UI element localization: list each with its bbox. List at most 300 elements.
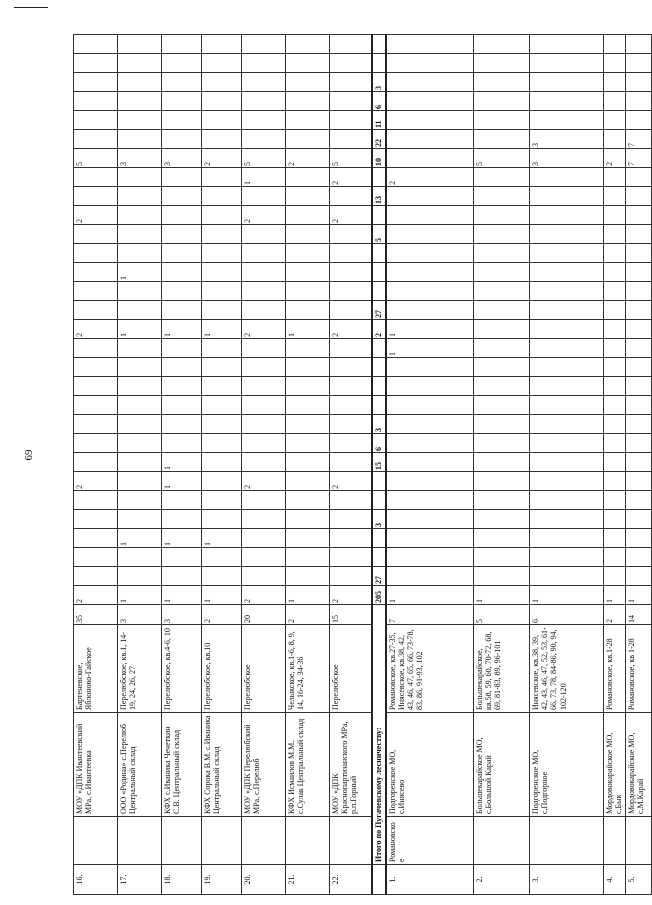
value-cell xyxy=(604,187,626,206)
district-cell xyxy=(202,817,242,865)
table-row xyxy=(118,35,162,895)
value-cell xyxy=(202,434,242,453)
value-cell xyxy=(242,130,286,149)
district-cell xyxy=(626,817,652,865)
value-cell xyxy=(242,35,286,54)
value-cell: 2 xyxy=(330,206,372,225)
value-cell xyxy=(626,377,652,396)
value-cell xyxy=(372,206,386,225)
value-cell xyxy=(474,396,530,415)
value-cell xyxy=(386,244,474,263)
value-cell xyxy=(386,206,474,225)
value-cell: 1 xyxy=(118,586,162,605)
value-cell: 205 xyxy=(372,586,386,605)
value-cell xyxy=(286,377,330,396)
value-cell xyxy=(386,54,474,73)
value-cell xyxy=(74,510,118,529)
value-cell xyxy=(286,130,330,149)
value-cell xyxy=(202,168,242,187)
value-cell xyxy=(202,415,242,434)
value-cell xyxy=(162,434,202,453)
value-cell xyxy=(372,282,386,301)
value-cell xyxy=(474,453,530,472)
value-cell: 3 xyxy=(372,415,386,434)
value-cell xyxy=(74,187,118,206)
value-cell xyxy=(386,282,474,301)
zone-cell: Перелюбское, кв.10 xyxy=(202,625,242,713)
value-cell xyxy=(530,510,604,529)
value-cell: 2 xyxy=(386,168,474,187)
value-cell xyxy=(118,358,162,377)
value-cell xyxy=(330,244,372,263)
value-cell xyxy=(118,187,162,206)
value-cell xyxy=(202,263,242,282)
value-cell xyxy=(286,263,330,282)
row-number-cell: 16. xyxy=(74,865,118,895)
value-cell xyxy=(202,35,242,54)
value-cell xyxy=(118,206,162,225)
value-cell xyxy=(372,244,386,263)
value-cell: 5 xyxy=(372,225,386,244)
value-cell xyxy=(386,35,474,54)
organization-cell: КФХ с.Иваника Чечеткин С.В. Центральный склад xyxy=(162,713,202,817)
value-cell: 11 xyxy=(372,111,386,130)
value-cell xyxy=(330,510,372,529)
zone-cell: Бартеневское, Яблоново-Гайское xyxy=(74,625,118,713)
value-cell: 1 xyxy=(242,168,286,187)
value-cell xyxy=(162,491,202,510)
value-cell xyxy=(242,339,286,358)
value-cell xyxy=(286,206,330,225)
value-cell xyxy=(330,35,372,54)
value-cell: 2 xyxy=(74,472,118,491)
value-cell xyxy=(242,225,286,244)
value-cell xyxy=(74,377,118,396)
value-cell: 1 xyxy=(604,586,626,605)
value-cell xyxy=(530,377,604,396)
value-cell: 1 xyxy=(474,586,530,605)
value-cell xyxy=(330,491,372,510)
table-body xyxy=(74,35,652,895)
value-cell xyxy=(604,339,626,358)
zone-cell: Челыкское, кв.1-6, 8, 9, 14, 16-24, 34-36 xyxy=(286,625,330,713)
value-cell xyxy=(118,567,162,586)
value-cell: 1 xyxy=(162,320,202,339)
value-cell: 7 xyxy=(626,130,652,149)
value-cell xyxy=(202,225,242,244)
value-cell xyxy=(286,510,330,529)
district-cell xyxy=(530,817,604,865)
value-cell xyxy=(330,415,372,434)
value-cell xyxy=(74,168,118,187)
value-cell xyxy=(330,263,372,282)
value-cell: 2 xyxy=(330,586,372,605)
value-cell: 1 xyxy=(162,453,202,472)
district-cell xyxy=(474,817,530,865)
value-cell xyxy=(386,415,474,434)
value-cell: 1 xyxy=(386,339,474,358)
value-cell xyxy=(372,396,386,415)
value-cell xyxy=(604,35,626,54)
value-cell xyxy=(604,377,626,396)
value-cell xyxy=(474,358,530,377)
value-cell xyxy=(530,320,604,339)
value-cell: 1 xyxy=(118,263,162,282)
rotated-page xyxy=(73,37,646,895)
value-cell xyxy=(474,225,530,244)
value-cell xyxy=(372,377,386,396)
value-cell xyxy=(286,339,330,358)
value-cell: 3 xyxy=(162,149,202,168)
row-number-cell xyxy=(372,865,386,895)
value-cell xyxy=(474,377,530,396)
table-row xyxy=(386,35,474,895)
organization-cell: Большекарайское МО, с.Большой Карай xyxy=(474,713,530,817)
value-cell xyxy=(626,35,652,54)
zone-cell: Перелюбское xyxy=(242,625,286,713)
value-cell xyxy=(286,73,330,92)
value-cell xyxy=(604,244,626,263)
organization-cell: ООО «Родина» с.Перелюб Центральный склад xyxy=(118,713,162,817)
organization-cell: МОУ «ДПК Перелюбский МРа, с.Перелюб xyxy=(242,713,286,817)
value-cell xyxy=(530,206,604,225)
value-cell xyxy=(530,187,604,206)
value-cell xyxy=(372,491,386,510)
value-cell: 1 xyxy=(202,529,242,548)
value-cell xyxy=(242,111,286,130)
value-cell xyxy=(474,282,530,301)
value-cell xyxy=(530,339,604,358)
value-cell xyxy=(118,54,162,73)
value-cell xyxy=(74,339,118,358)
value-cell xyxy=(242,358,286,377)
value-cell xyxy=(626,111,652,130)
organization-cell: КФХ Исмаилов М.М. с.Сулак Центральный склад xyxy=(286,713,330,817)
value-cell xyxy=(162,301,202,320)
value-cell xyxy=(604,529,626,548)
organization-cell: Мордовокарайское МО, с.М.Карай xyxy=(626,713,652,817)
value-cell xyxy=(202,567,242,586)
value-cell xyxy=(242,263,286,282)
value-cell xyxy=(242,434,286,453)
value-cell xyxy=(162,548,202,567)
value-cell: 2 xyxy=(286,149,330,168)
value-cell xyxy=(242,548,286,567)
value-cell: 27 xyxy=(372,301,386,320)
table-row xyxy=(626,35,652,895)
value-cell xyxy=(162,168,202,187)
value-cell xyxy=(118,415,162,434)
value-cell xyxy=(372,263,386,282)
value-cell xyxy=(74,567,118,586)
value-cell: 2 xyxy=(74,586,118,605)
value-cell xyxy=(474,415,530,434)
value-cell xyxy=(604,92,626,111)
district-cell xyxy=(330,817,372,865)
value-cell: 2 xyxy=(242,320,286,339)
value-cell xyxy=(530,472,604,491)
row-number-cell: 2. xyxy=(474,865,530,895)
value-cell xyxy=(118,377,162,396)
value-cell xyxy=(118,434,162,453)
value-cell xyxy=(530,282,604,301)
value-cell xyxy=(474,472,530,491)
value-cell xyxy=(242,73,286,92)
value-cell xyxy=(118,339,162,358)
value-cell xyxy=(626,92,652,111)
organization-cell: МОУ «ДПК Краснопартизанского МРа, р.п.Горный xyxy=(330,713,372,817)
table-frame xyxy=(73,37,646,895)
value-cell xyxy=(604,320,626,339)
value-cell xyxy=(474,54,530,73)
value-cell xyxy=(74,130,118,149)
value-cell xyxy=(242,529,286,548)
value-cell xyxy=(530,54,604,73)
value-cell xyxy=(202,548,242,567)
value-cell xyxy=(626,472,652,491)
value-cell xyxy=(386,377,474,396)
value-cell xyxy=(74,396,118,415)
organization-cell: КФХ Сорока В.М. с.Иваника Центральный склад xyxy=(202,713,242,817)
value-cell xyxy=(242,282,286,301)
value-cell xyxy=(530,434,604,453)
value-cell xyxy=(118,548,162,567)
value-cell xyxy=(372,339,386,358)
value-cell xyxy=(530,225,604,244)
value-cell xyxy=(386,491,474,510)
value-cell xyxy=(118,244,162,263)
value-cell xyxy=(530,529,604,548)
value-cell xyxy=(162,282,202,301)
value-cell xyxy=(372,548,386,567)
value-cell xyxy=(74,453,118,472)
value-cell xyxy=(118,282,162,301)
value-cell xyxy=(202,282,242,301)
value-cell xyxy=(286,54,330,73)
value-cell xyxy=(372,168,386,187)
value-cell: 27 xyxy=(372,567,386,586)
value-cell: 1 xyxy=(386,320,474,339)
value-cell xyxy=(604,491,626,510)
value-cell: 2 xyxy=(330,320,372,339)
value-cell xyxy=(626,225,652,244)
value-cell xyxy=(474,529,530,548)
value-cell xyxy=(474,301,530,320)
value-cell xyxy=(74,358,118,377)
value-cell xyxy=(386,567,474,586)
table-row xyxy=(74,35,118,895)
value-cell xyxy=(604,168,626,187)
row-number-cell: 1. xyxy=(386,865,474,895)
value-cell xyxy=(474,548,530,567)
value-cell xyxy=(626,187,652,206)
value-cell: 1 xyxy=(162,472,202,491)
value-cell xyxy=(242,415,286,434)
value-cell xyxy=(242,92,286,111)
value-cell xyxy=(118,73,162,92)
value-cell xyxy=(286,567,330,586)
value-cell xyxy=(372,358,386,377)
value-cell xyxy=(372,35,386,54)
value-cell xyxy=(330,567,372,586)
value-cell xyxy=(330,396,372,415)
value-cell xyxy=(604,396,626,415)
value-cell xyxy=(74,225,118,244)
value-cell xyxy=(604,567,626,586)
value-cell xyxy=(530,396,604,415)
table-row xyxy=(330,35,372,895)
organization-cell: Подгоренское МО, с.Инясево xyxy=(386,713,474,817)
value-cell xyxy=(474,73,530,92)
table-row xyxy=(474,35,530,895)
value-cell xyxy=(286,548,330,567)
value-cell xyxy=(626,263,652,282)
value-cell xyxy=(162,35,202,54)
value-cell xyxy=(530,35,604,54)
value-cell xyxy=(474,510,530,529)
zone-cell: Инясевское, кв.38, 39, 42, 43, 46, 47, 52, 53, 61-66, 73, 78, 84-86, 90, 94, 102-120 xyxy=(530,625,604,713)
value-cell: 15 xyxy=(330,605,372,625)
value-cell xyxy=(162,92,202,111)
value-cell xyxy=(202,358,242,377)
value-cell xyxy=(604,453,626,472)
value-cell xyxy=(626,415,652,434)
value-cell xyxy=(386,187,474,206)
value-cell: 2 xyxy=(286,605,330,625)
value-cell xyxy=(118,472,162,491)
value-cell xyxy=(626,206,652,225)
value-cell: 1 xyxy=(386,586,474,605)
value-cell xyxy=(202,301,242,320)
value-cell: 6 xyxy=(372,434,386,453)
value-cell: 2 xyxy=(330,168,372,187)
value-cell xyxy=(242,396,286,415)
value-cell: 2 xyxy=(604,605,626,625)
value-cell xyxy=(74,54,118,73)
value-cell xyxy=(118,92,162,111)
value-cell xyxy=(386,263,474,282)
value-cell xyxy=(604,225,626,244)
value-cell xyxy=(74,491,118,510)
value-cell xyxy=(530,168,604,187)
forest-table xyxy=(73,34,652,895)
table-row xyxy=(162,35,202,895)
value-cell: 3 xyxy=(530,149,604,168)
value-cell xyxy=(530,358,604,377)
value-cell xyxy=(162,130,202,149)
value-cell xyxy=(372,529,386,548)
value-cell: 1 xyxy=(202,586,242,605)
value-cell xyxy=(330,225,372,244)
value-cell xyxy=(74,548,118,567)
value-cell: 22 xyxy=(372,130,386,149)
value-cell xyxy=(118,168,162,187)
value-cell xyxy=(386,510,474,529)
value-cell xyxy=(286,244,330,263)
row-number-cell: 20. xyxy=(242,865,286,895)
value-cell xyxy=(162,415,202,434)
value-cell xyxy=(386,130,474,149)
value-cell xyxy=(604,510,626,529)
value-cell: 1 xyxy=(162,529,202,548)
organization-cell: Мордовокарайское МО, с.Бык xyxy=(604,713,626,817)
value-cell xyxy=(202,187,242,206)
value-cell: 2 xyxy=(242,586,286,605)
value-cell: 3 xyxy=(372,510,386,529)
value-cell xyxy=(330,358,372,377)
value-cell xyxy=(474,168,530,187)
value-cell xyxy=(118,491,162,510)
value-cell xyxy=(286,225,330,244)
value-cell xyxy=(474,92,530,111)
value-cell xyxy=(626,54,652,73)
row-number-cell: 4. xyxy=(604,865,626,895)
value-cell xyxy=(626,73,652,92)
value-cell xyxy=(242,510,286,529)
value-cell xyxy=(530,548,604,567)
value-cell: 5 xyxy=(474,605,530,625)
value-cell xyxy=(626,396,652,415)
value-cell: 2 xyxy=(604,149,626,168)
value-cell xyxy=(386,92,474,111)
district-cell xyxy=(286,817,330,865)
value-cell: 5 xyxy=(474,149,530,168)
value-cell xyxy=(330,130,372,149)
value-cell xyxy=(202,244,242,263)
value-cell xyxy=(604,301,626,320)
value-cell xyxy=(626,434,652,453)
value-cell xyxy=(530,491,604,510)
value-cell xyxy=(330,529,372,548)
value-cell xyxy=(118,130,162,149)
value-cell: 1 xyxy=(118,529,162,548)
value-cell xyxy=(202,206,242,225)
value-cell xyxy=(286,282,330,301)
value-cell xyxy=(626,567,652,586)
value-cell xyxy=(118,111,162,130)
value-cell xyxy=(474,567,530,586)
value-cell xyxy=(474,320,530,339)
value-cell xyxy=(604,282,626,301)
value-cell xyxy=(330,73,372,92)
value-cell xyxy=(242,377,286,396)
value-cell xyxy=(242,491,286,510)
table-row xyxy=(604,35,626,895)
value-cell xyxy=(386,358,474,377)
value-cell xyxy=(474,111,530,130)
value-cell: 3 xyxy=(162,605,202,625)
value-cell xyxy=(202,396,242,415)
value-cell: 2 xyxy=(202,149,242,168)
value-cell: 14 xyxy=(626,605,652,625)
value-cell xyxy=(530,415,604,434)
value-cell xyxy=(474,263,530,282)
value-cell xyxy=(626,510,652,529)
value-cell xyxy=(386,548,474,567)
value-cell xyxy=(330,434,372,453)
value-cell xyxy=(162,73,202,92)
value-cell xyxy=(604,415,626,434)
value-cell xyxy=(242,54,286,73)
value-cell xyxy=(74,263,118,282)
zone-cell: Перелюбское, кв.4-6, 10 xyxy=(162,625,202,713)
value-cell xyxy=(530,301,604,320)
value-cell xyxy=(202,92,242,111)
value-cell xyxy=(330,111,372,130)
value-cell xyxy=(74,529,118,548)
value-cell xyxy=(386,529,474,548)
value-cell xyxy=(286,396,330,415)
